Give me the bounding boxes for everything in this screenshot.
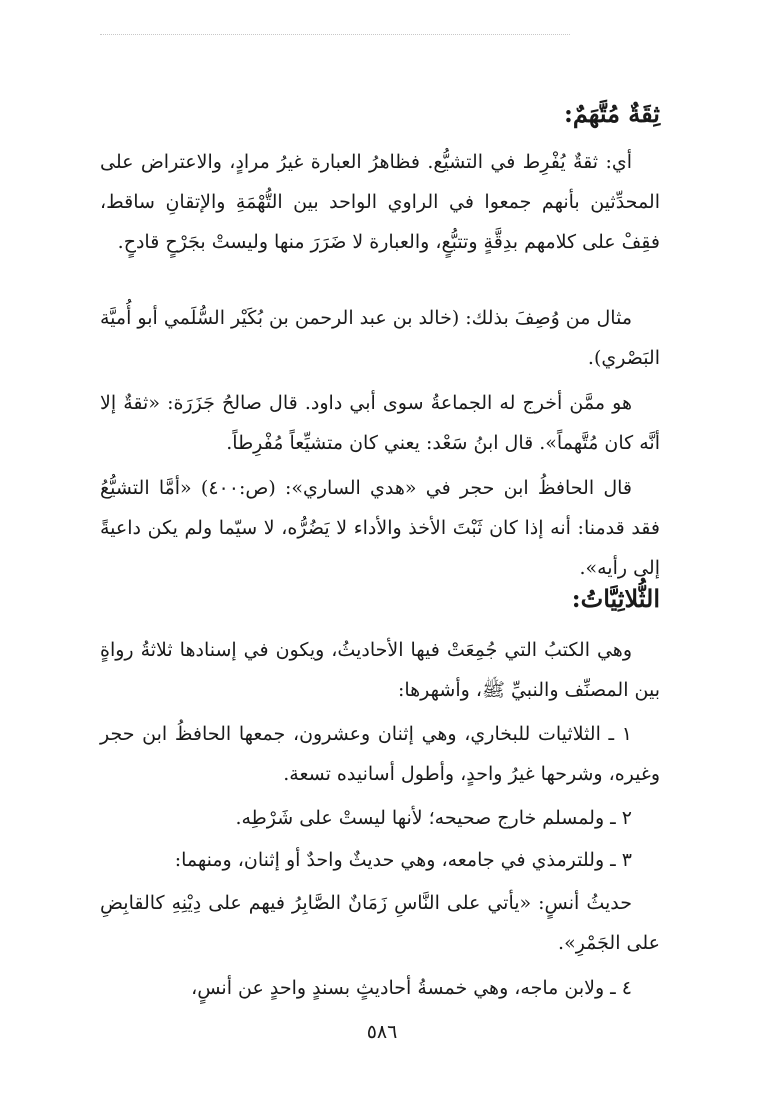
top-divider: [100, 34, 570, 35]
entry-heading-thulathiyyat: الثُّلاثِيَّاتُ:: [571, 584, 660, 613]
paragraph-narrators: هو ممَّن أخرج له الجماعةُ سوى أبي داود. قال صالحُ جَزَرَة: «ثقةٌ إلا أنَّه كان مُتَّهماً». قال ابنُ سَعْد: يعني كان متشيِّعاً مُفْرِطاً.: [100, 392, 660, 454]
entry-heading-thiqa-muttaham: ثِقَةٌ مُتَّهَمٌ:: [563, 99, 660, 128]
list-item-ibn-majah: ٤ ـ ولابن ماجه، وهي خمسةُ أحاديثٍ بسندٍ واحدٍ عن أنسٍ،: [191, 977, 632, 999]
page-number: ٥٨٦: [366, 1021, 398, 1043]
paragraph-definition: أي: ثقةٌ يُفْرِط في التشيُّع. فظاهرُ العبارة غيرُ مرادٍ، والاعتراض على المحدِّثين بأنهم جمعوا في الراوي الواحد بين التُّهْمَةِ والإتقانِ ساقط، فقِفْ على كلامهم بدِقَّةٍ وتتبُّعٍ، والعبارة لا ضَرَرَ منها وليستْ بجَرْحٍ قادحٍ.: [100, 151, 660, 253]
list-item-bukhari: ١ ـ الثلاثيات للبخاري، وهي إثنان وعشرون، جمعها الحافظُ ابن حجر وغيره، وشرحها غيرُ واحدٍ، وأطول أسانيده تسعة.: [100, 723, 660, 785]
list-item-tirmidhi: ٣ ـ وللترمذي في جامعه، وهي حديثٌ واحدٌ أو إثنان، ومنهما:: [174, 849, 632, 871]
list-item-muslim: ٢ ـ ولمسلم خارج صحيحه؛ لأنها ليستْ على شَرْطِه.: [235, 807, 632, 829]
paragraph-hadith-anas: حديثُ أنسٍ: «يأتي على النَّاسِ زَمَانٌ الصَّابِرُ فيهم على دِيْنِهِ كالقابِضِ على الجَمْرِ».: [100, 892, 660, 954]
paragraph-thulathiyyat-definition: وهي الكتبُ التي جُمِعَتْ فيها الأحاديثُ، ويكون في إسنادها ثلاثةُ رواةٍ بين المصنِّف والنبيِّ ﷺ، وأشهرها:: [100, 639, 660, 701]
paragraph-example: مثال من وُصِفَ بذلك: (خالد بن عبد الرحمن بن بُكَيْر السُّلَمي أبو أُميَّة البَصْري).: [100, 307, 660, 369]
paragraph-ibn-hajar: قال الحافظُ ابن حجر في «هدي الساري»: (ص:٤٠٠) «أمَّا التشيُّعُ فقد قدمنا: أنه إذا كان ثَبْتَ الأخذ والأداء لا يَضُرُّه، لا سيّما ولم يكن داعيةً إلى رأيه».: [100, 477, 660, 579]
